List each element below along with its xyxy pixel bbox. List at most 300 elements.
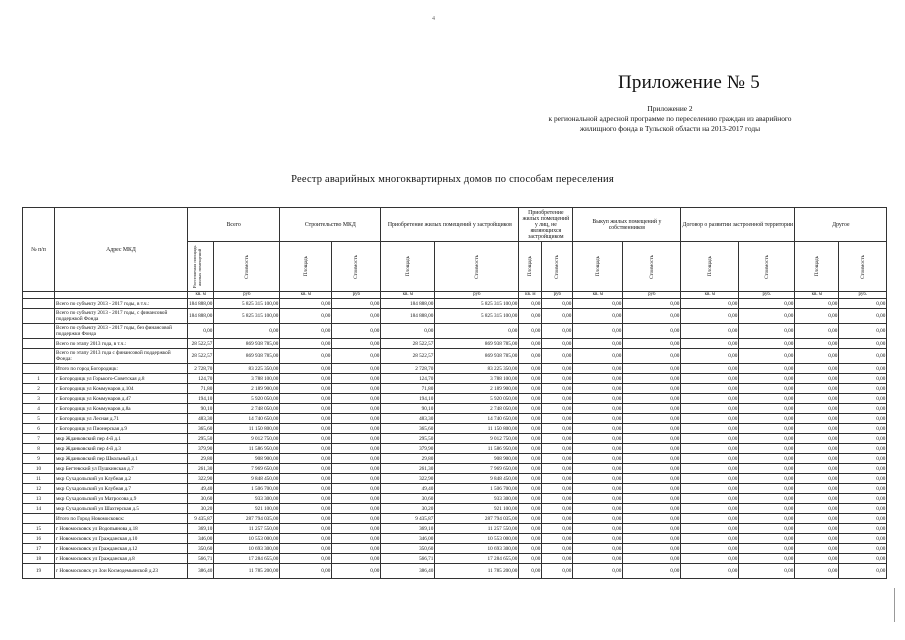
- row-value: 30,60: [381, 494, 435, 504]
- row-value: 83 225 350,00: [214, 364, 280, 374]
- table-row: [23, 374, 887, 384]
- row-value: 0,00: [573, 524, 623, 534]
- row-value: 0,00: [839, 414, 887, 424]
- row-value: 379,90: [381, 444, 435, 454]
- row-value: 0,00: [839, 504, 887, 514]
- row-number: 13: [23, 494, 55, 504]
- row-value: 71,80: [381, 384, 435, 394]
- row-value: 0,00: [681, 564, 739, 579]
- row-value: 28 522,57: [188, 349, 214, 364]
- row-value: 0,00: [681, 324, 739, 339]
- row-value: 3 788 100,00: [214, 374, 280, 384]
- subheader-text: Площадь: [594, 256, 601, 277]
- row-value: 0,00: [573, 414, 623, 424]
- row-value: 0,00: [681, 554, 739, 564]
- row-value: 2 189 900,00: [435, 384, 519, 394]
- row-value: 0,00: [435, 324, 519, 339]
- row-value: 7 969 650,00: [435, 464, 519, 474]
- row-value: 0,00: [839, 494, 887, 504]
- row-value: 566,71: [188, 554, 214, 564]
- header-purchase-non-developers: Приобретение жилых помещений у лиц, не являющихся застройщиком: [519, 208, 573, 242]
- row-value: 29,80: [188, 454, 214, 464]
- appendix-line: жилищного фонда в Тульской области на 2013-2017 годы: [579, 124, 761, 133]
- row-value: 0,00: [623, 484, 681, 494]
- row-value: 0,00: [623, 384, 681, 394]
- row-value: 0,00: [839, 424, 887, 434]
- row-value: 0,00: [839, 349, 887, 364]
- row-value: 0,00: [573, 474, 623, 484]
- row-value: 10 693 300,00: [214, 544, 280, 554]
- row-value: 0,00: [573, 534, 623, 544]
- row-value: 0,00: [681, 434, 739, 444]
- row-value: 9 848 450,00: [435, 474, 519, 484]
- row-value: 0,00: [519, 514, 542, 524]
- row-value: 0,00: [542, 384, 573, 394]
- row-value: 9 435,87: [381, 514, 435, 524]
- row-value: 0,00: [681, 444, 739, 454]
- row-value: 0,00: [542, 524, 573, 534]
- row-value: 9 435,87: [188, 514, 214, 524]
- subheader-text: Стоимость: [859, 254, 866, 279]
- row-value: 0,00: [623, 504, 681, 514]
- row-value: 0,00: [542, 514, 573, 524]
- row-value: 0,00: [623, 564, 681, 579]
- row-value: 0,00: [542, 309, 573, 324]
- row-value: 0,00: [542, 339, 573, 349]
- row-value: 0,00: [332, 414, 381, 424]
- unit-cell: руб: [435, 292, 519, 299]
- row-value: 908 900,00: [435, 454, 519, 464]
- row-value: 566,71: [381, 554, 435, 564]
- row-value: 0,00: [280, 544, 332, 554]
- subheader-cost: [332, 242, 381, 292]
- row-number: 7: [23, 434, 55, 444]
- row-value: 0,00: [795, 494, 839, 504]
- row-value: 0,00: [739, 414, 795, 424]
- row-value: 0,00: [573, 424, 623, 434]
- row-value: 0,00: [795, 554, 839, 564]
- row-value: 0,00: [681, 504, 739, 514]
- table-row: [23, 564, 887, 579]
- subheader-area: [280, 242, 332, 292]
- row-value: 0,00: [681, 424, 739, 434]
- row-value: 350,60: [381, 544, 435, 554]
- row-number: [23, 514, 55, 524]
- row-value: 5 825 315 100,00: [435, 309, 519, 324]
- row-value: 0,00: [542, 444, 573, 454]
- row-value: 921 100,00: [214, 504, 280, 514]
- page-title: Приложение № 5: [618, 72, 760, 93]
- row-value: 0,00: [542, 364, 573, 374]
- row-value: 0,00: [280, 464, 332, 474]
- row-value: 0,00: [839, 384, 887, 394]
- row-value: 0,00: [795, 564, 839, 579]
- row-value: 0,00: [795, 444, 839, 454]
- row-value: 2 728,70: [381, 364, 435, 374]
- row-value: 0,00: [332, 544, 381, 554]
- row-value: 0,00: [623, 494, 681, 504]
- row-value: 869 938 785,00: [435, 349, 519, 364]
- row-number: 5: [23, 414, 55, 424]
- row-value: 0,00: [681, 524, 739, 534]
- row-value: 0,00: [573, 454, 623, 464]
- row-value: 0,00: [623, 514, 681, 524]
- row-value: 0,00: [280, 404, 332, 414]
- registry-title: Реестр аварийных многоквартирных домов по способам переселения: [291, 174, 614, 185]
- row-value: 0,00: [519, 384, 542, 394]
- row-value: 0,00: [623, 364, 681, 374]
- row-value: 0,00: [573, 554, 623, 564]
- row-value: 0,00: [519, 484, 542, 494]
- row-value: 346,00: [381, 534, 435, 544]
- row-value: 2 189 900,00: [214, 384, 280, 394]
- table-row: [23, 414, 887, 424]
- unit-cell: руб: [214, 292, 280, 299]
- row-value: 11 586 950,00: [435, 444, 519, 454]
- row-value: 0,00: [519, 324, 542, 339]
- table-row: [23, 339, 887, 349]
- row-value: 0,00: [839, 339, 887, 349]
- table-row: [23, 484, 887, 494]
- row-value: 0,00: [332, 494, 381, 504]
- row-value: 0,00: [739, 309, 795, 324]
- row-value: 0,00: [519, 474, 542, 484]
- row-value: 0,00: [332, 464, 381, 474]
- row-value: 0,00: [623, 524, 681, 534]
- row-value: 0,00: [681, 544, 739, 554]
- row-value: 0,00: [542, 394, 573, 404]
- row-value: 17 284 655,00: [435, 554, 519, 564]
- row-value: 0,00: [681, 414, 739, 424]
- row-value: 0,00: [542, 484, 573, 494]
- row-value: 0,00: [280, 554, 332, 564]
- row-value: 0,00: [280, 564, 332, 579]
- row-value: 0,00: [623, 374, 681, 384]
- row-value: 0,00: [280, 349, 332, 364]
- row-value: 0,00: [795, 534, 839, 544]
- row-value: 0,00: [623, 464, 681, 474]
- header-address: Адрес МКД: [55, 208, 188, 292]
- row-value: 0,00: [623, 474, 681, 484]
- row-value: 0,00: [795, 524, 839, 534]
- row-value: 0,00: [739, 444, 795, 454]
- header-buyout: Выкуп жилых помещений у собственников: [573, 208, 681, 242]
- row-value: 9 012 750,00: [435, 434, 519, 444]
- row-value: 0,00: [280, 414, 332, 424]
- row-value: 28 522,57: [381, 349, 435, 364]
- table-row: [23, 394, 887, 404]
- row-value: 0,00: [795, 364, 839, 374]
- row-address: Всего по этапу 2013 года, в т.ч.:: [55, 339, 188, 349]
- row-value: 0,00: [519, 339, 542, 349]
- subheader-text: Площадь: [813, 256, 820, 277]
- row-value: 0,00: [739, 364, 795, 374]
- row-value: 295,50: [381, 434, 435, 444]
- row-value: 0,00: [623, 309, 681, 324]
- row-value: 369,10: [188, 524, 214, 534]
- row-address: г Новомосковск ул Водопьянова д.18: [55, 524, 188, 534]
- row-value: 0,00: [332, 534, 381, 544]
- row-value: 322,90: [188, 474, 214, 484]
- row-value: 0,00: [573, 494, 623, 504]
- row-value: 921 100,00: [435, 504, 519, 514]
- row-value: 0,00: [681, 364, 739, 374]
- row-value: 0,00: [839, 564, 887, 579]
- row-value: 0,00: [795, 394, 839, 404]
- subheader-cost: [623, 242, 681, 292]
- row-number: 15: [23, 524, 55, 534]
- row-value: 0,00: [739, 339, 795, 349]
- row-value: 0,00: [681, 534, 739, 544]
- row-value: 0,00: [795, 434, 839, 444]
- subheader-cost: [214, 242, 280, 292]
- row-value: 0,00: [573, 339, 623, 349]
- row-address: г Новомосковск ул Гражданская д.12: [55, 544, 188, 554]
- row-value: 0,00: [519, 364, 542, 374]
- row-value: 0,00: [280, 474, 332, 484]
- row-number: 9: [23, 454, 55, 464]
- row-value: 0,00: [332, 324, 381, 339]
- row-value: 28 522,57: [188, 339, 214, 349]
- row-value: 0,00: [542, 544, 573, 554]
- row-value: 184 888,00: [381, 309, 435, 324]
- row-value: 0,00: [519, 309, 542, 324]
- row-value: 0,00: [839, 544, 887, 554]
- row-value: 0,00: [542, 564, 573, 579]
- row-value: 10 553 000,00: [214, 534, 280, 544]
- row-value: 0,00: [519, 414, 542, 424]
- row-value: 0,00: [519, 464, 542, 474]
- row-value: 0,00: [623, 554, 681, 564]
- row-value: 0,00: [623, 414, 681, 424]
- row-value: 0,00: [542, 349, 573, 364]
- row-value: 30,20: [188, 504, 214, 514]
- table-row: [23, 494, 887, 504]
- table-row: [23, 504, 887, 514]
- row-value: 0,00: [623, 544, 681, 554]
- row-address: мкр Жданковский пер 4-й д.1: [55, 434, 188, 444]
- row-value: 0,00: [795, 339, 839, 349]
- row-value: 0,00: [739, 504, 795, 514]
- row-value: 0,00: [280, 299, 332, 309]
- unit-cell: руб: [623, 292, 681, 299]
- row-value: 386,40: [188, 564, 214, 579]
- row-value: 0,00: [839, 394, 887, 404]
- row-value: 0,00: [739, 349, 795, 364]
- row-value: 0,00: [623, 339, 681, 349]
- row-value: 0,00: [280, 484, 332, 494]
- row-value: 10 693 300,00: [435, 544, 519, 554]
- row-value: 0,00: [280, 374, 332, 384]
- row-value: 0,00: [739, 554, 795, 564]
- subheader-cost: [542, 242, 573, 292]
- row-address: г Новомосковск ул Гражданская д.8: [55, 554, 188, 564]
- subheader-cost: [739, 242, 795, 292]
- appendix-caption: [520, 104, 820, 134]
- row-value: 0,00: [681, 494, 739, 504]
- row-address: г Богородицк ул Коммунаров д.8а: [55, 404, 188, 414]
- row-value: 0,00: [839, 444, 887, 454]
- registry-table-body: [23, 299, 887, 579]
- row-number: 10: [23, 464, 55, 474]
- row-value: 0,00: [839, 299, 887, 309]
- row-address: Итого по город Богородицк:: [55, 364, 188, 374]
- row-value: 0,00: [280, 364, 332, 374]
- header-total: Всего: [188, 208, 280, 242]
- subheader-text: Стоимость: [243, 254, 250, 279]
- row-value: 365,60: [188, 424, 214, 434]
- row-value: 0,00: [739, 524, 795, 534]
- unit-cell: руб.: [739, 292, 795, 299]
- row-number: [23, 349, 55, 364]
- row-value: 0,00: [332, 404, 381, 414]
- row-address: мкр Сухадольский ул Клубная д.2: [55, 474, 188, 484]
- row-value: 0,00: [332, 384, 381, 394]
- row-value: 287 794 035,00: [435, 514, 519, 524]
- row-value: 11 785 200,00: [214, 564, 280, 579]
- row-value: 0,00: [795, 349, 839, 364]
- subheader-text: Стоимость: [648, 254, 655, 279]
- unit-cell: кв. м: [280, 292, 332, 299]
- row-value: 0,00: [280, 454, 332, 464]
- row-value: 194,10: [381, 394, 435, 404]
- row-value: 3 788 100,00: [435, 374, 519, 384]
- subheader-area-total: [188, 242, 214, 292]
- row-value: 0,00: [623, 349, 681, 364]
- row-value: 0,00: [795, 299, 839, 309]
- subheader-text: Стоимость: [473, 254, 480, 279]
- row-value: 0,00: [519, 349, 542, 364]
- row-value: 0,00: [332, 554, 381, 564]
- row-value: 11 785 200,00: [435, 564, 519, 579]
- row-value: 194,10: [188, 394, 214, 404]
- row-value: 0,00: [542, 414, 573, 424]
- row-value: 11 257 550,00: [435, 524, 519, 534]
- subheader-cost: [839, 242, 887, 292]
- row-value: 0,00: [623, 454, 681, 464]
- row-value: 28 522,57: [381, 339, 435, 349]
- row-value: 0,00: [573, 364, 623, 374]
- row-value: 0,00: [542, 404, 573, 414]
- row-address: г Богородицк ул Коммунаров д.104: [55, 384, 188, 394]
- row-value: 0,00: [542, 494, 573, 504]
- row-value: 0,00: [739, 484, 795, 494]
- row-value: 0,00: [739, 564, 795, 579]
- row-value: 0,00: [839, 309, 887, 324]
- unit-cell: [23, 292, 55, 299]
- row-value: 11 257 550,00: [214, 524, 280, 534]
- subheader-text: Расселяемая площадь жилых помещений: [191, 245, 202, 288]
- row-value: 0,00: [839, 454, 887, 464]
- row-value: 17 284 655,00: [214, 554, 280, 564]
- row-value: 933 300,00: [435, 494, 519, 504]
- row-value: 5 825 315 100,00: [214, 309, 280, 324]
- table-row: [23, 299, 887, 309]
- row-value: 184 888,00: [188, 309, 214, 324]
- row-value: 2 728,70: [188, 364, 214, 374]
- row-value: 0,00: [795, 384, 839, 394]
- row-value: 0,00: [519, 564, 542, 579]
- row-value: 11 150 800,00: [214, 424, 280, 434]
- row-value: 5 920 050,00: [435, 394, 519, 404]
- subheader-text: Площадь: [404, 256, 411, 277]
- row-value: 0,00: [280, 309, 332, 324]
- row-value: 0,00: [332, 349, 381, 364]
- row-value: 0,00: [542, 374, 573, 384]
- row-value: 0,00: [573, 444, 623, 454]
- unit-cell: кв. м: [188, 292, 214, 299]
- row-value: 0,00: [519, 424, 542, 434]
- row-value: 0,00: [739, 324, 795, 339]
- row-value: 0,00: [573, 484, 623, 494]
- row-value: 0,00: [739, 374, 795, 384]
- row-number: [23, 324, 55, 339]
- row-value: 0,00: [332, 309, 381, 324]
- row-value: 0,00: [519, 454, 542, 464]
- row-address: Всего по этапу 2013 года с финансовой поддержкой Фонда:: [55, 349, 188, 364]
- row-value: 0,00: [519, 404, 542, 414]
- subheader-cost: [435, 242, 519, 292]
- row-value: 295,50: [188, 434, 214, 444]
- row-value: 0,00: [332, 514, 381, 524]
- row-value: 0,00: [739, 534, 795, 544]
- row-value: 0,00: [739, 434, 795, 444]
- scan-edge-mark: [894, 588, 895, 622]
- row-value: 0,00: [332, 394, 381, 404]
- row-address: Всего по субъекту 2013 - 2017 годы, с финансовой поддержкой Фонда: [55, 309, 188, 324]
- row-value: 0,00: [573, 309, 623, 324]
- row-number: 18: [23, 554, 55, 564]
- table-row: [23, 324, 887, 339]
- table-row: [23, 454, 887, 464]
- row-value: 0,00: [188, 324, 214, 339]
- row-address: г Новомосковск ул Гражданская д.10: [55, 534, 188, 544]
- row-value: 9 012 750,00: [214, 434, 280, 444]
- row-value: 261,30: [381, 464, 435, 474]
- row-value: 0,00: [795, 374, 839, 384]
- row-value: 0,00: [681, 394, 739, 404]
- row-value: 5 825 315 100,00: [214, 299, 280, 309]
- row-value: 0,00: [839, 404, 887, 414]
- row-value: 0,00: [839, 374, 887, 384]
- row-number: 3: [23, 394, 55, 404]
- row-value: 0,00: [332, 299, 381, 309]
- row-value: 1 506 700,00: [435, 484, 519, 494]
- row-value: 9 848 450,00: [214, 474, 280, 484]
- row-value: 184 888,00: [381, 299, 435, 309]
- row-address: Всего по субъекту 2013 - 2017 годы, без финансовой поддержки Фонда: [55, 324, 188, 339]
- row-value: 0,00: [795, 414, 839, 424]
- row-value: 0,00: [519, 394, 542, 404]
- table-row: [23, 444, 887, 454]
- row-value: 71,80: [188, 384, 214, 394]
- row-number: [23, 309, 55, 324]
- row-value: 0,00: [739, 514, 795, 524]
- row-value: 0,00: [280, 514, 332, 524]
- subheader-text: Стоимость: [763, 254, 770, 279]
- unit-cell: кв. м: [573, 292, 623, 299]
- row-value: 0,00: [573, 349, 623, 364]
- table-row: [23, 464, 887, 474]
- row-address: мкр Сухадольский ул Клубная д.7: [55, 484, 188, 494]
- row-value: 908 900,00: [214, 454, 280, 464]
- row-value: 0,00: [839, 364, 887, 374]
- row-number: 4: [23, 404, 55, 414]
- row-value: 261,30: [188, 464, 214, 474]
- row-value: 0,00: [519, 504, 542, 514]
- row-value: 0,00: [795, 404, 839, 414]
- subheader-text: Площадь: [706, 256, 713, 277]
